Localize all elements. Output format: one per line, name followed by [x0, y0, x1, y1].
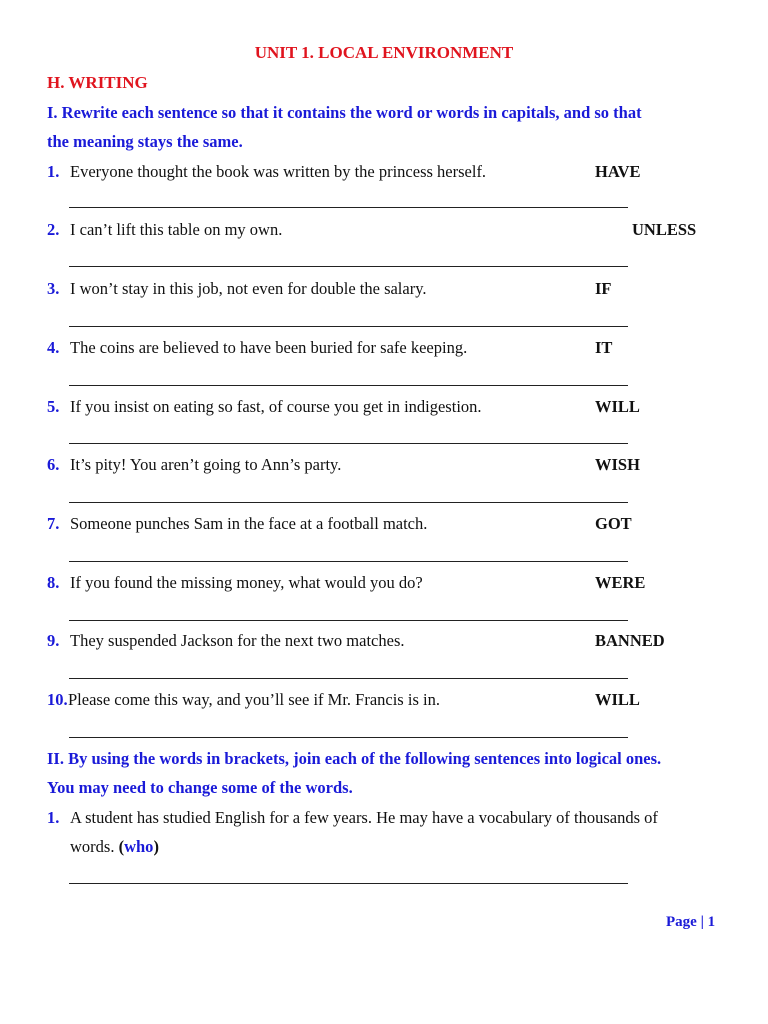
item-number: 1.	[47, 808, 60, 827]
page-number: Page | 1	[666, 914, 716, 930]
item-number: 6.	[47, 455, 60, 474]
part1-instruction-line2: the meaning stays the same.	[47, 132, 243, 151]
item-sentence: The coins are believed to have been buried for safe keeping.	[70, 338, 468, 357]
answer-line[interactable]	[69, 266, 628, 267]
item-keyword: UNLESS	[632, 220, 697, 239]
part1-instruction-line1: I. Rewrite each sentence so that it contains the word or words in capitals, and so that	[47, 103, 642, 122]
item-keyword: BANNED	[595, 631, 665, 650]
item-sentence: It’s pity! You aren’t going to Ann’s party.	[70, 455, 342, 474]
item-number: 5.	[47, 397, 60, 416]
item-number: 4.	[47, 338, 60, 357]
item-sentence: If you insist on eating so fast, of course you get in indigestion.	[70, 397, 482, 416]
page-title: UNIT 1. LOCAL ENVIRONMENT	[254, 43, 514, 62]
item-sentence: Please come this way, and you’ll see if Mr. Francis is in.	[68, 690, 440, 709]
item-sentence: They suspended Jackson for the next two matches.	[70, 631, 405, 650]
hint-word: who	[124, 837, 154, 856]
item-sentence: If you found the missing money, what would you do?	[70, 573, 423, 592]
part2-instruction-line1: II. By using the words in brackets, join each of the following sentences into logical ones.	[47, 749, 662, 768]
item-sentence: I can’t lift this table on my own.	[70, 220, 283, 239]
item-sentence: I won’t stay in this job, not even for double the salary.	[70, 279, 427, 298]
item-keyword: GOT	[595, 514, 632, 533]
item-keyword: WILL	[595, 397, 640, 416]
answer-line[interactable]	[69, 737, 628, 738]
item-keyword: IF	[595, 279, 612, 298]
answer-line[interactable]	[69, 620, 628, 621]
item-sentence-continued	[70, 837, 159, 857]
item-keyword: WERE	[595, 573, 646, 592]
answer-line[interactable]	[69, 443, 628, 444]
item-number: 9.	[47, 631, 60, 650]
answer-line[interactable]	[69, 502, 628, 503]
item-number: 3.	[47, 279, 60, 298]
item-keyword: WILL	[595, 690, 640, 709]
item-keyword: IT	[595, 338, 613, 357]
item-number: 7.	[47, 514, 60, 533]
answer-line[interactable]	[69, 678, 628, 679]
item-sentence-end: words.	[70, 837, 115, 856]
hint-close-bracket: )	[153, 837, 159, 856]
item-number: 8.	[47, 573, 60, 592]
item-sentence: Someone punches Sam in the face at a football match.	[70, 514, 428, 533]
answer-line[interactable]	[69, 883, 628, 884]
item-sentence: A student has studied English for a few years. He may have a vocabulary of thousands of	[70, 808, 658, 827]
item-sentence: Everyone thought the book was written by the princess herself.	[70, 162, 487, 181]
answer-line[interactable]	[69, 385, 628, 386]
item-number: 1.	[47, 162, 60, 181]
part2-instruction-line2: You may need to change some of the words.	[47, 778, 353, 797]
item-number: 2.	[47, 220, 60, 239]
item-keyword: HAVE	[595, 162, 641, 181]
hint-open-bracket: (	[118, 837, 125, 856]
answer-line[interactable]	[69, 207, 628, 208]
answer-line[interactable]	[69, 326, 628, 327]
item-keyword: WISH	[595, 455, 640, 474]
section-heading: H. WRITING	[47, 73, 148, 92]
answer-line[interactable]	[69, 561, 628, 562]
item-number: 10.	[47, 690, 68, 709]
